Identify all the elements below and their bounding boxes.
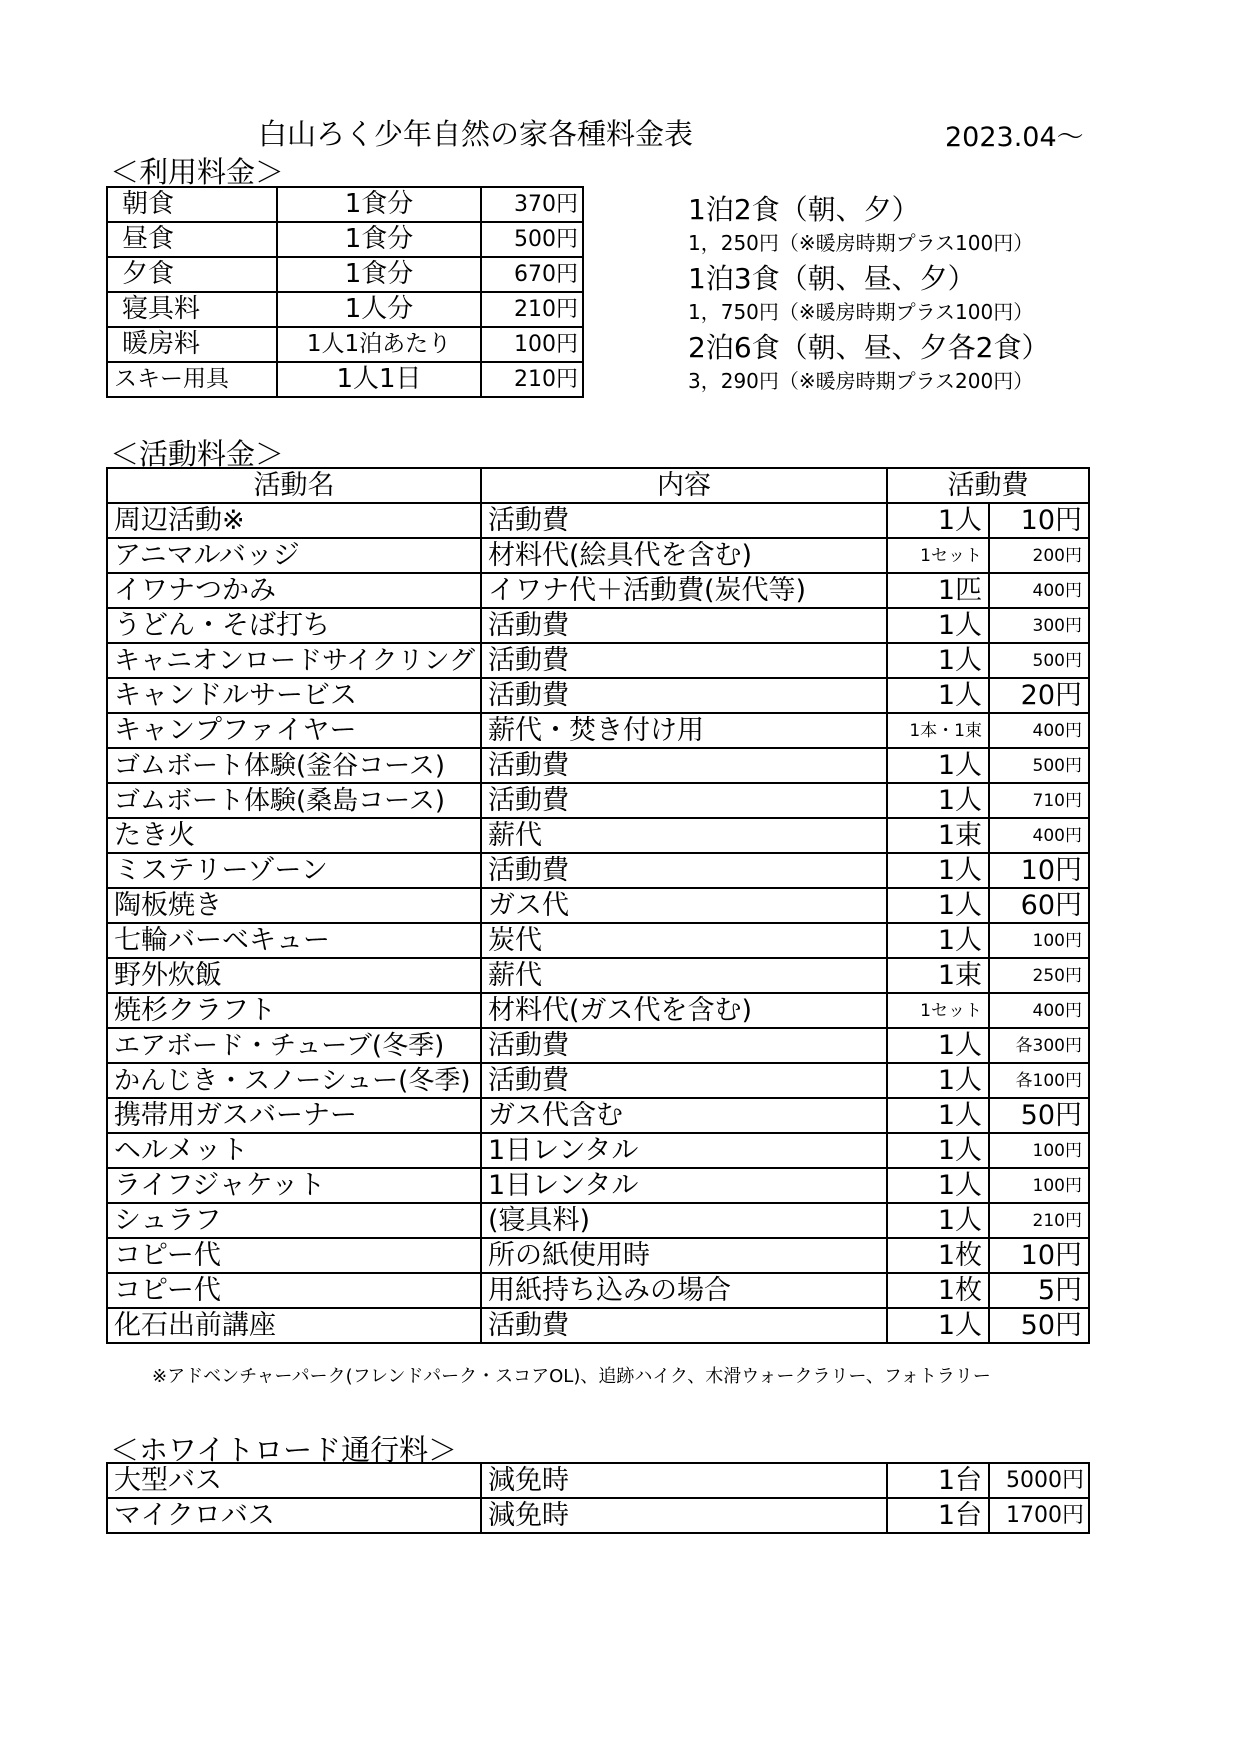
effective-date: 2023.04～ <box>945 122 1084 153</box>
row-content: ガス代含む <box>481 1098 887 1133</box>
row-count: 1台 <box>887 1463 989 1498</box>
row-count: 1セット <box>887 993 989 1028</box>
table-row <box>107 1133 1089 1168</box>
white-road-toll-table <box>106 1462 1090 1534</box>
usage-item-unit: 1食分 <box>277 222 481 257</box>
row-name: ゴムボート体験(桑島コース) <box>107 783 481 818</box>
row-count: 1人 <box>887 1098 989 1133</box>
row-price: 10円 <box>989 853 1089 888</box>
row-name: イワナつかみ <box>107 573 481 608</box>
row-content: ガス代 <box>481 888 887 923</box>
row-price: 5000円 <box>989 1463 1089 1498</box>
row-price: 500円 <box>989 643 1089 678</box>
usage-item-name: 暖房料 <box>107 327 277 362</box>
usage-item-name: 昼食 <box>107 222 277 257</box>
row-name: マイクロバス <box>107 1498 481 1533</box>
row-name: ゴムボート体験(釜谷コース) <box>107 748 481 783</box>
row-price: 50円 <box>989 1098 1089 1133</box>
table-row <box>107 362 583 397</box>
row-count: 1人 <box>887 1308 989 1343</box>
row-name: ヘルメット <box>107 1133 481 1168</box>
row-content: 活動費 <box>481 853 887 888</box>
meal-plan-price: 1，750円（※暖房時期プラス100円） <box>688 300 1034 324</box>
usage-item-price: 210円 <box>481 362 583 397</box>
table-row <box>107 573 1089 608</box>
row-count: 1人 <box>887 1133 989 1168</box>
row-content: 材料代(絵具代を含む) <box>481 538 887 573</box>
row-content: 炭代 <box>481 923 887 958</box>
usage-item-name: 寝具料 <box>107 292 277 327</box>
row-name: キャンプファイヤー <box>107 713 481 748</box>
usage-item-unit: 1食分 <box>277 257 481 292</box>
table-row <box>107 1273 1089 1308</box>
road-section-title: ＜ホワイトロード通行料＞ <box>110 1433 458 1467</box>
table-row <box>107 257 583 292</box>
row-price: 400円 <box>989 993 1089 1028</box>
row-content: 薪代・焚き付け用 <box>481 713 887 748</box>
row-count: 1人 <box>887 1168 989 1203</box>
row-content: 活動費 <box>481 1063 887 1098</box>
activity-fee-table <box>106 467 1090 1344</box>
table-row <box>107 818 1089 853</box>
table-row <box>107 643 1089 678</box>
table-row <box>107 1308 1089 1343</box>
row-name: コピー代 <box>107 1273 481 1308</box>
row-content: 活動費 <box>481 608 887 643</box>
row-price: 710円 <box>989 783 1089 818</box>
table-row <box>107 1168 1089 1203</box>
row-content: 減免時 <box>481 1498 887 1533</box>
usage-item-price: 370円 <box>481 187 583 222</box>
activity-footnote: ※アドベンチャーパーク(フレンドパーク・スコアOL)、追跡ハイク、木滑ウォークラリー、フォトラリー <box>152 1366 991 1387</box>
table-row <box>107 1463 1089 1498</box>
meal-plan-title: 2泊6食（朝、昼、夕各2食） <box>688 331 1050 364</box>
table-row <box>107 187 583 222</box>
row-price: 210円 <box>989 1203 1089 1238</box>
row-price: 1700円 <box>989 1498 1089 1533</box>
row-content: 活動費 <box>481 783 887 818</box>
usage-section-title: ＜利用料金＞ <box>110 155 285 189</box>
usage-item-price: 500円 <box>481 222 583 257</box>
row-price: 300円 <box>989 608 1089 643</box>
row-count: 1人 <box>887 748 989 783</box>
column-header-name: 活動名 <box>107 468 481 503</box>
table-row <box>107 993 1089 1028</box>
row-name: かんじき・スノーシュー(冬季) <box>107 1063 481 1098</box>
table-row <box>107 538 1089 573</box>
table-row <box>107 327 583 362</box>
row-price: 100円 <box>989 1133 1089 1168</box>
table-row <box>107 503 1089 538</box>
column-header-content: 内容 <box>481 468 887 503</box>
row-name: シュラフ <box>107 1203 481 1238</box>
row-price: 200円 <box>989 538 1089 573</box>
usage-item-name: スキー用具 <box>107 362 277 397</box>
column-header-fee: 活動費 <box>887 468 1089 503</box>
row-content: 薪代 <box>481 958 887 993</box>
row-name: キャンドルサービス <box>107 678 481 713</box>
row-name: 化石出前講座 <box>107 1308 481 1343</box>
usage-item-price: 210円 <box>481 292 583 327</box>
row-count: 1人 <box>887 503 989 538</box>
activity-section-title: ＜活動料金＞ <box>110 437 285 471</box>
row-content: 材料代(ガス代を含む) <box>481 993 887 1028</box>
row-count: 1枚 <box>887 1238 989 1273</box>
usage-item-name: 朝食 <box>107 187 277 222</box>
row-count: 1人 <box>887 1028 989 1063</box>
row-content: 活動費 <box>481 1028 887 1063</box>
meal-plan-title: 1泊3食（朝、昼、夕） <box>688 262 976 295</box>
row-count: 1人 <box>887 1203 989 1238</box>
row-count: 1人 <box>887 643 989 678</box>
meal-plan-title: 1泊2食（朝、夕） <box>688 193 920 226</box>
row-count: 1枚 <box>887 1273 989 1308</box>
row-content: 薪代 <box>481 818 887 853</box>
usage-item-price: 670円 <box>481 257 583 292</box>
row-price: 400円 <box>989 573 1089 608</box>
usage-item-unit: 1食分 <box>277 187 481 222</box>
row-name: エアボード・チューブ(冬季) <box>107 1028 481 1063</box>
row-count: 1匹 <box>887 573 989 608</box>
table-row <box>107 222 583 257</box>
table-header-row <box>107 468 1089 503</box>
row-price: 500円 <box>989 748 1089 783</box>
row-price: 50円 <box>989 1308 1089 1343</box>
row-name: 周辺活動※ <box>107 503 481 538</box>
row-count: 1人 <box>887 888 989 923</box>
table-row <box>107 1063 1089 1098</box>
row-count: 1本・1束 <box>887 713 989 748</box>
table-row <box>107 783 1089 818</box>
table-row <box>107 608 1089 643</box>
table-row <box>107 1203 1089 1238</box>
usage-item-unit: 1人1日 <box>277 362 481 397</box>
row-name: ライフジャケット <box>107 1168 481 1203</box>
row-count: 1人 <box>887 853 989 888</box>
row-content: 1日レンタル <box>481 1133 887 1168</box>
row-name: たき火 <box>107 818 481 853</box>
table-row <box>107 678 1089 713</box>
row-content: 所の紙使用時 <box>481 1238 887 1273</box>
row-name: 陶板焼き <box>107 888 481 923</box>
row-count: 1セット <box>887 538 989 573</box>
row-price: 400円 <box>989 818 1089 853</box>
row-content: 1日レンタル <box>481 1168 887 1203</box>
row-price: 各100円 <box>989 1063 1089 1098</box>
row-count: 1人 <box>887 1063 989 1098</box>
table-row <box>107 292 583 327</box>
row-count: 1束 <box>887 818 989 853</box>
meal-plan-price: 3，290円（※暖房時期プラス200円） <box>688 369 1034 393</box>
row-content: 活動費 <box>481 503 887 538</box>
row-count: 1人 <box>887 923 989 958</box>
row-price: 各300円 <box>989 1028 1089 1063</box>
row-price: 60円 <box>989 888 1089 923</box>
row-price: 400円 <box>989 713 1089 748</box>
row-count: 1人 <box>887 783 989 818</box>
row-content: 活動費 <box>481 748 887 783</box>
table-row <box>107 748 1089 783</box>
row-name: ミステリーゾーン <box>107 853 481 888</box>
row-price: 20円 <box>989 678 1089 713</box>
row-content: (寝具料) <box>481 1203 887 1238</box>
row-name: アニマルバッジ <box>107 538 481 573</box>
row-name: コピー代 <box>107 1238 481 1273</box>
row-price: 5円 <box>989 1273 1089 1308</box>
row-count: 1人 <box>887 608 989 643</box>
table-row <box>107 1028 1089 1063</box>
row-name: 携帯用ガスバーナー <box>107 1098 481 1133</box>
table-row <box>107 923 1089 958</box>
row-content: 減免時 <box>481 1463 887 1498</box>
row-name: 七輪バーベキュー <box>107 923 481 958</box>
row-name: 焼杉クラフト <box>107 993 481 1028</box>
table-row <box>107 888 1089 923</box>
table-row <box>107 853 1089 888</box>
row-price: 10円 <box>989 503 1089 538</box>
table-row <box>107 713 1089 748</box>
row-name: 大型バス <box>107 1463 481 1498</box>
usage-item-unit: 1人分 <box>277 292 481 327</box>
row-count: 1束 <box>887 958 989 993</box>
table-row <box>107 1238 1089 1273</box>
table-row <box>107 1498 1089 1533</box>
row-content: 活動費 <box>481 643 887 678</box>
row-price: 100円 <box>989 923 1089 958</box>
row-name: うどん・そば打ち <box>107 608 481 643</box>
row-content: イワナ代＋活動費(炭代等) <box>481 573 887 608</box>
table-row <box>107 958 1089 993</box>
row-name: 野外炊飯 <box>107 958 481 993</box>
row-price: 250円 <box>989 958 1089 993</box>
usage-item-unit: 1人1泊あたり <box>277 327 481 362</box>
usage-item-price: 100円 <box>481 327 583 362</box>
row-price: 10円 <box>989 1238 1089 1273</box>
usage-item-name: 夕食 <box>107 257 277 292</box>
row-content: 活動費 <box>481 1308 887 1343</box>
page-title: 白山ろく少年自然の家各種料金表 <box>258 117 694 151</box>
usage-fee-table <box>106 186 584 398</box>
row-price: 100円 <box>989 1168 1089 1203</box>
row-content: 用紙持ち込みの場合 <box>481 1273 887 1308</box>
row-count: 1人 <box>887 678 989 713</box>
row-name: キャニオンロードサイクリング <box>107 643 481 678</box>
meal-plan-price: 1，250円（※暖房時期プラス100円） <box>688 231 1034 255</box>
row-content: 活動費 <box>481 678 887 713</box>
row-count: 1台 <box>887 1498 989 1533</box>
table-row <box>107 1098 1089 1133</box>
